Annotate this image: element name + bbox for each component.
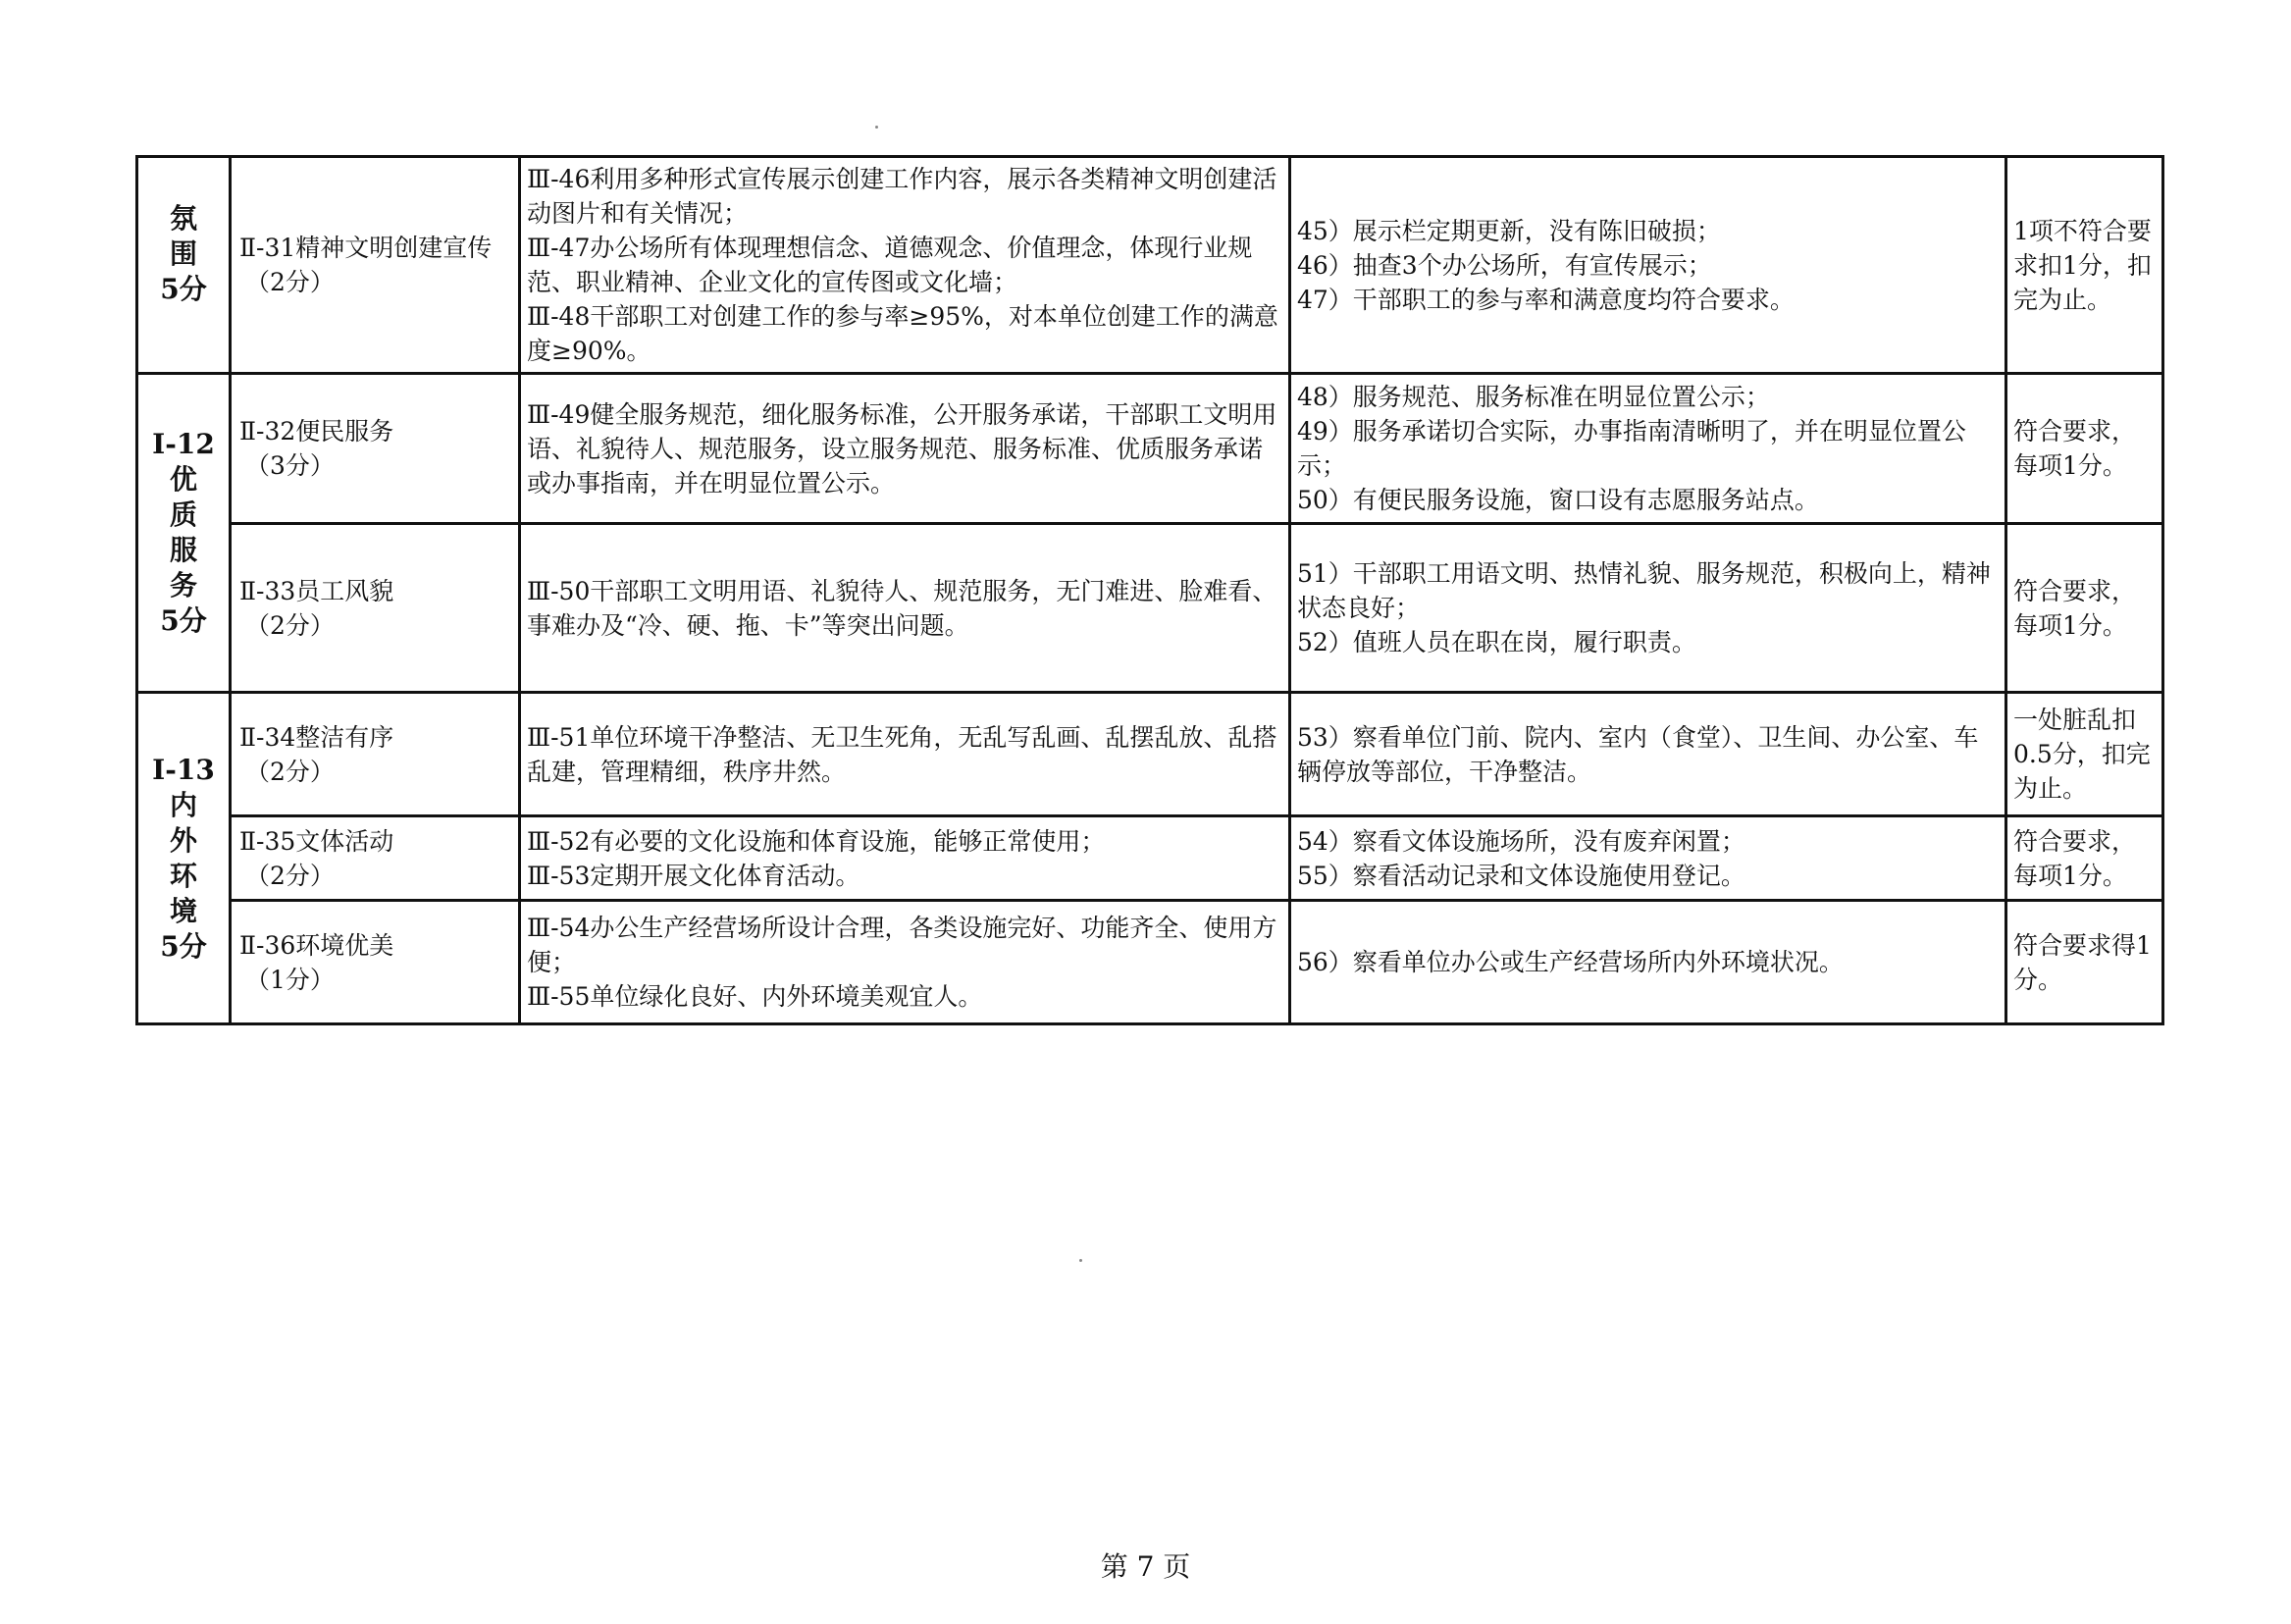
- content-item: Ⅲ-55单位绿化良好、内外环境美观宜人。: [527, 982, 983, 1011]
- method-item: 55）察看活动记录和文体设施使用登记。: [1297, 861, 1745, 890]
- content-item: Ⅲ-48干部职工对创建工作的参与率≥95%，对本单位创建工作的满意度≥90%。: [527, 302, 1278, 365]
- indicator-cell: [231, 157, 520, 374]
- method-item: 48）服务规范、服务标准在明显位置公示；: [1297, 383, 1770, 411]
- indicator-score: （2分）: [245, 610, 335, 640]
- content-cell: [520, 374, 1290, 524]
- content-cell: [520, 157, 1290, 374]
- indicator-cell: [231, 374, 520, 524]
- table-row: [137, 816, 2163, 901]
- content-item: Ⅲ-51单位环境干净整洁、无卫生死角，无乱写乱画、乱摆乱放、乱搭乱建，管理精细，秩序井然。: [527, 722, 1277, 786]
- content-item: Ⅲ-46利用多种形式宣传展示创建工作内容，展示各类精神文明创建活动图片和有关情况；: [527, 165, 1277, 228]
- category-line: 5分: [160, 604, 207, 637]
- scoring-cell: 符合要求，每项1分。: [2006, 816, 2163, 901]
- method-item: 54）察看文体设施场所，没有废弃闲置；: [1297, 826, 1745, 856]
- content-item: Ⅲ-49健全服务规范，细化服务标准，公开服务承诺，干部职工文明用语、礼貌待人、规范服务，设立服务规范、服务标准、优质服务承诺或办事指南，并在明显位置公示。: [527, 399, 1277, 498]
- method-item: 49）服务承诺切合实际，办事指南清晰明了，并在明显位置公示；: [1297, 417, 1966, 480]
- table-row: [137, 901, 2163, 1024]
- content-cell: [520, 901, 1290, 1024]
- content-item: Ⅲ-54办公生产经营场所设计合理，各类设施完好、功能齐全、使用方便；: [527, 914, 1277, 976]
- method-cell: [1290, 524, 2006, 693]
- indicator-cell: [231, 901, 520, 1024]
- category-cell-atmosphere: [137, 157, 231, 374]
- indicator-cell: [231, 816, 520, 901]
- category-line: 务: [169, 569, 197, 602]
- category-line: 5分: [160, 929, 207, 963]
- category-line: 外: [169, 823, 197, 857]
- category-line: 氛: [169, 202, 197, 235]
- content-item: Ⅲ-53定期开展文化体育活动。: [527, 861, 860, 890]
- category-line: 服: [169, 534, 197, 566]
- scoring-cell: 符合要求得1分。: [2006, 901, 2163, 1024]
- indicator-name: Ⅱ-33员工风貌: [239, 576, 394, 605]
- table-row: [137, 157, 2163, 374]
- category-line: 内: [169, 788, 197, 821]
- method-item: 52）值班人员在职在岗，履行职责。: [1297, 628, 1696, 656]
- content-cell: [520, 693, 1290, 816]
- method-cell: [1290, 901, 2006, 1024]
- method-item: 56）察看单位办公或生产经营场所内外环境状况。: [1297, 948, 1844, 976]
- category-line: 优: [169, 463, 197, 496]
- indicator-score: （1分）: [245, 965, 335, 994]
- indicator-name: Ⅱ-35文体活动: [239, 826, 394, 856]
- method-cell: [1290, 157, 2006, 374]
- evaluation-table: [135, 155, 2164, 1025]
- category-line: 5分: [160, 273, 207, 305]
- method-item: 47）干部职工的参与率和满意度均符合要求。: [1297, 285, 1795, 314]
- category-line: 质: [169, 498, 197, 531]
- table-row: [137, 524, 2163, 693]
- indicator-name: Ⅱ-36环境优美: [239, 930, 394, 960]
- method-cell: [1290, 816, 2006, 901]
- content-item: Ⅲ-47办公场所有体现理想信念、道德观念、价值理念，体现行业规范、职业精神、企业文化的宣传图或文化墙；: [527, 234, 1253, 296]
- page-number: 第 7 页: [1100, 1550, 1191, 1583]
- scan-speck: [1079, 1259, 1082, 1262]
- evaluation-table-container: [135, 155, 2161, 1025]
- scoring-cell: 符合要求，每项1分。: [2006, 524, 2163, 693]
- method-cell: [1290, 693, 2006, 816]
- indicator-cell: [231, 524, 520, 693]
- category-line: Ⅰ-13: [152, 753, 215, 786]
- scoring-cell: 符合要求，每项1分。: [2006, 374, 2163, 524]
- method-item: 51）干部职工用语文明、热情礼貌、服务规范，积极向上，精神状态良好；: [1297, 559, 1991, 622]
- content-item: Ⅲ-52有必要的文化设施和体育设施，能够正常使用；: [527, 826, 1106, 856]
- indicator-score: （3分）: [245, 451, 335, 480]
- category-line: Ⅰ-12: [152, 428, 215, 460]
- method-cell: [1290, 374, 2006, 524]
- indicator-score: （2分）: [245, 861, 335, 890]
- category-line: 境: [169, 894, 197, 927]
- indicator-name: Ⅱ-34整洁有序: [239, 722, 394, 752]
- indicator-cell: [231, 693, 520, 816]
- category-line: 围: [169, 237, 197, 270]
- indicator-name: Ⅱ-32便民服务: [239, 417, 394, 445]
- method-item: 45）展示栏定期更新，没有陈旧破损；: [1297, 216, 1721, 245]
- method-item: 50）有便民服务设施，窗口设有志愿服务站点。: [1297, 486, 1819, 514]
- method-item: 53）察看单位门前、院内、室内（食堂）、卫生间、办公室、车辆停放等部位，干净整洁。: [1297, 722, 1979, 786]
- category-cell-quality-service: [137, 374, 231, 693]
- scoring-cell: 一处脏乱扣0.5分，扣完为止。: [2006, 693, 2163, 816]
- method-item: 46）抽查3个办公场所，有宣传展示；: [1297, 250, 1712, 280]
- category-line: 环: [169, 859, 197, 892]
- content-item: Ⅲ-50干部职工文明用语、礼貌待人、规范服务，无门难进、脸难看、事难办及“冷、硬、拖、卡”等突出问题。: [527, 576, 1277, 640]
- indicator-score: （2分）: [245, 268, 335, 296]
- content-cell: [520, 524, 1290, 693]
- scan-speck: [875, 126, 878, 129]
- content-cell: [520, 816, 1290, 901]
- category-cell-environment: [137, 693, 231, 1024]
- indicator-name: Ⅱ-31精神文明创建宣传: [239, 234, 493, 262]
- indicator-score: （2分）: [245, 757, 335, 786]
- table-row: [137, 374, 2163, 524]
- table-row: [137, 693, 2163, 816]
- scoring-cell: 1项不符合要求扣1分，扣完为止。: [2006, 157, 2163, 374]
